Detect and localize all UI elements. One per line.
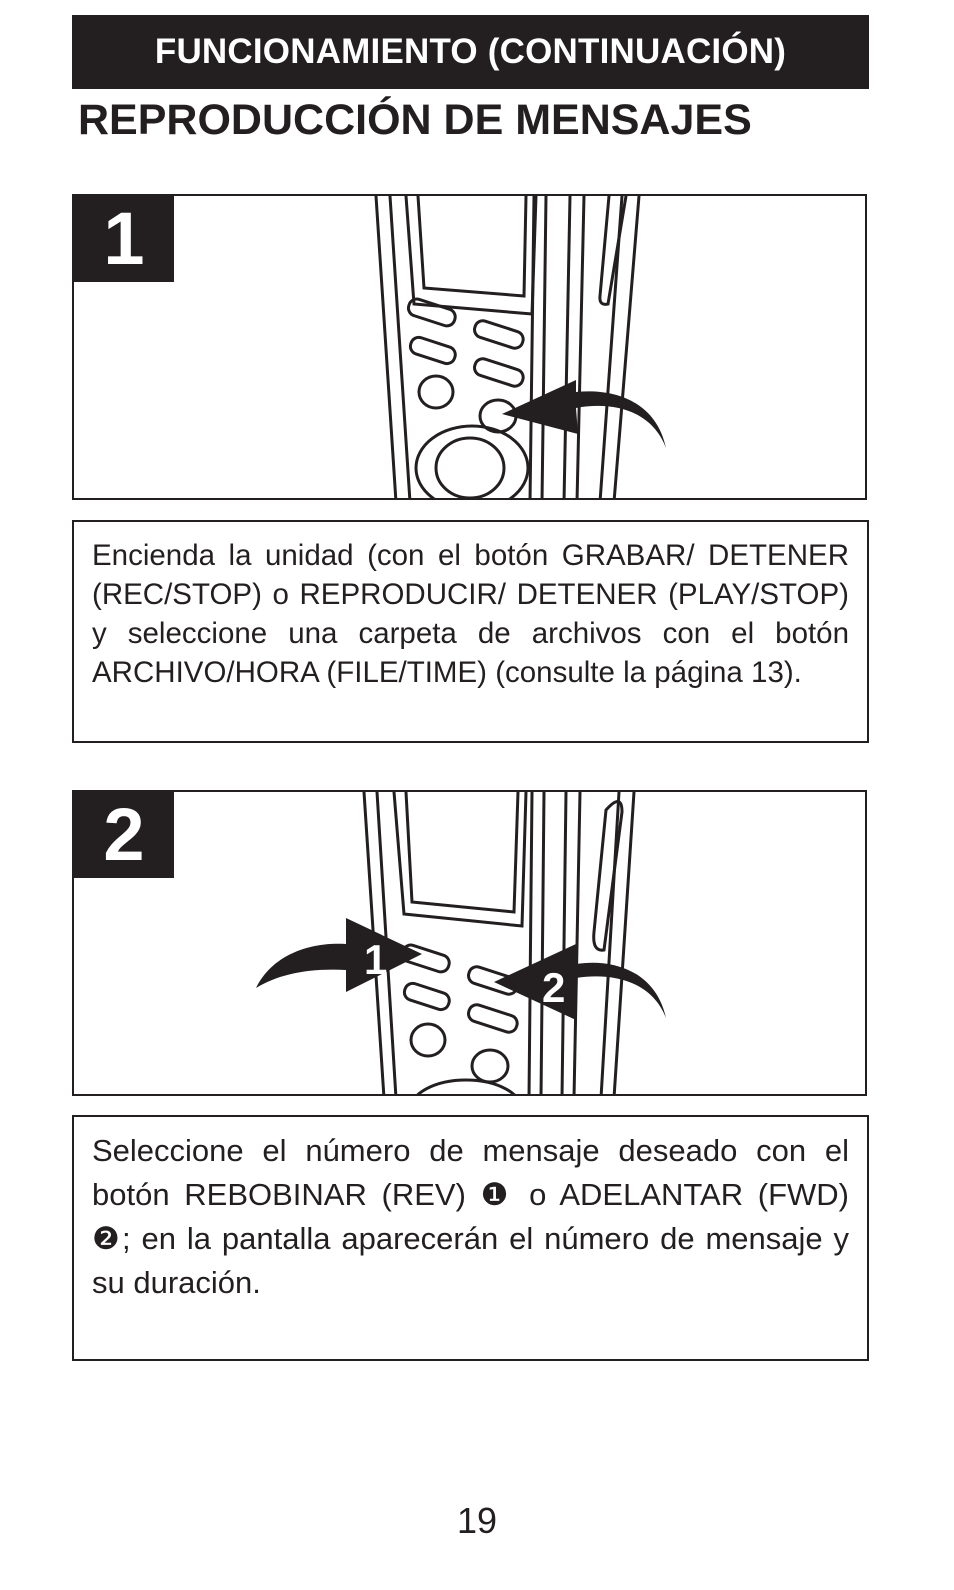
- section-title: REPRODUCCIÓN DE MENSAJES: [78, 96, 752, 144]
- step-1-instructions: Encienda la unidad (con el botón GRABAR/ DETENER (REC/STOP) o REPRODUCIR/ DETENER (PLAY/STOP) y seleccione una carpeta de archivos con el botón ARCHIVO/HORA (FILE/TIME) (consulte la página 13).: [72, 520, 869, 743]
- header-title: FUNCIONAMIENTO (CONTINUACIÓN): [154, 32, 787, 71]
- page-number: 19: [456, 1500, 498, 1541]
- arrow-1-label: 1: [364, 936, 388, 983]
- step-1-illustration: [72, 194, 867, 500]
- header-bar: [72, 15, 869, 89]
- recorder-illustration-1: [74, 196, 867, 500]
- arrow-icon: [502, 380, 666, 448]
- step-1-number-badge: 1: [74, 196, 174, 282]
- arrow-icon: [256, 918, 422, 992]
- step-2-illustration: [72, 790, 867, 1096]
- step-2-instructions: Seleccione el número de mensaje deseado con el botón REBOBINAR (REV) ❶ o ADELANTAR (FWD) ❷; en la pantalla aparecerán el número de mensaje y su duración.: [72, 1115, 869, 1361]
- recorder-illustration-2: [74, 792, 867, 1096]
- step-2-number-badge: 2: [74, 792, 174, 878]
- arrow-2-label: 2: [542, 964, 566, 1011]
- arrow-icon: [494, 944, 666, 1020]
